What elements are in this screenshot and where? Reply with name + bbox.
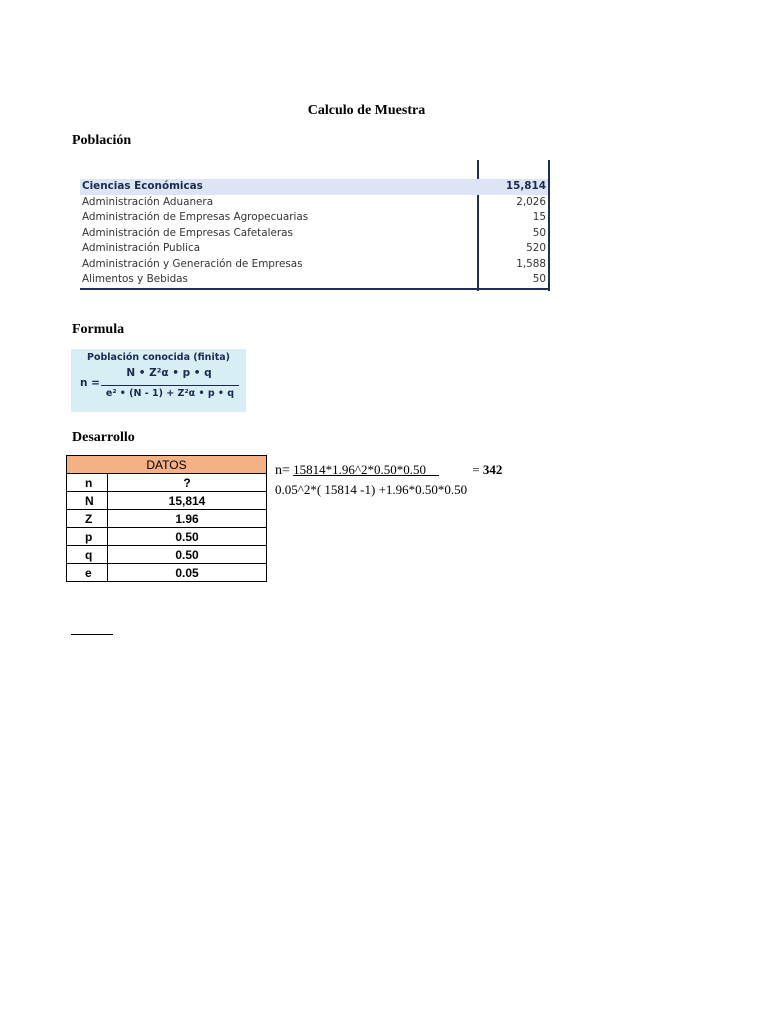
- row-value: 2,026: [516, 195, 546, 208]
- variable-label: n: [67, 474, 108, 492]
- variable-value: ?: [108, 474, 267, 492]
- variable-value: 0.50: [108, 528, 267, 546]
- divider-line: [71, 634, 113, 635]
- section-heading-desarrollo: Desarrollo: [72, 430, 135, 445]
- calculation-line: [275, 462, 502, 479]
- calc-denominator: 0.05^2*( 15814 -1) +1.96*0.50*0.50: [275, 482, 468, 497]
- table-row: [80, 272, 548, 288]
- formula-image: [71, 349, 246, 412]
- table-right-border: [548, 160, 550, 291]
- row-value: 50: [532, 226, 546, 239]
- table-bottom-border: [80, 288, 550, 290]
- variable-label: e: [67, 564, 108, 582]
- row-name: Administración de Empresas Cafetaleras: [82, 226, 293, 239]
- variable-value: 15,814: [108, 492, 267, 510]
- row-name: Alimentos y Bebidas: [82, 273, 188, 285]
- table-row: [67, 492, 267, 510]
- table-row: [80, 241, 548, 257]
- calc-result: 342: [482, 462, 503, 477]
- row-name: Administración de Empresas Agropecuarias: [82, 211, 309, 223]
- table-row: [67, 546, 267, 564]
- table-row: [67, 564, 267, 582]
- variable-label: N: [67, 492, 108, 510]
- variable-label: p: [67, 528, 108, 546]
- table-row: [67, 474, 267, 492]
- row-name: Ciencias Económicas: [82, 180, 203, 192]
- variable-value: 0.50: [108, 546, 267, 564]
- row-value: 520: [526, 242, 546, 254]
- row-name: Administración Aduanera: [82, 195, 214, 208]
- section-heading-poblacion: Población: [72, 133, 132, 148]
- table-row: [80, 195, 548, 211]
- variable-value: 1.96: [108, 510, 267, 528]
- calc-equals: =: [472, 462, 480, 477]
- population-table: [78, 160, 550, 290]
- page-title: Calculo de Muestra: [307, 103, 426, 118]
- row-name: Administración Publica: [82, 242, 201, 254]
- row-value: 15,814: [505, 180, 546, 192]
- formula-title: Población conocida (finita): [87, 352, 230, 363]
- variable-label: Z: [67, 510, 108, 528]
- datos-header: DATOS: [67, 456, 267, 474]
- table-row: [80, 257, 548, 273]
- row-value: 1,588: [516, 257, 546, 270]
- formula-denominator: e² • (N - 1) + Z²α • p • q: [105, 388, 235, 399]
- table-row: [67, 510, 267, 528]
- row-name: Administración y Generación de Empresas: [82, 257, 303, 270]
- table-row: [80, 210, 548, 226]
- variable-label: q: [67, 546, 108, 564]
- calc-numerator: 15814*1.96^2*0.50*0.50: [293, 462, 427, 477]
- fraction-bar: [101, 385, 239, 386]
- row-value: 15: [532, 211, 546, 223]
- section-heading-formula: Formula: [72, 322, 125, 337]
- table-row: [80, 226, 548, 242]
- table-row: [80, 179, 548, 195]
- calc-lhs: n=: [275, 463, 290, 478]
- datos-table: [66, 455, 267, 582]
- table-header-row: [67, 456, 267, 474]
- formula-lhs: n =: [80, 377, 100, 389]
- table-row: [67, 528, 267, 546]
- variable-value: 0.05: [108, 564, 267, 582]
- row-value: 50: [532, 273, 546, 285]
- formula-numerator: N • Z²α • p • q: [126, 367, 212, 379]
